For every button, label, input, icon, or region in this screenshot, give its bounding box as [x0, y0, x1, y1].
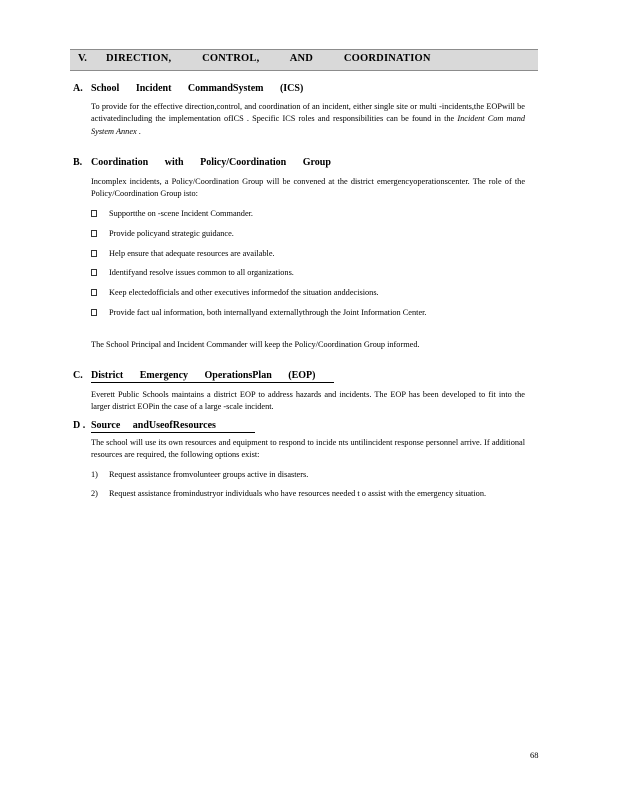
checkbox-bullet-icon — [91, 230, 97, 237]
subsection-c-paragraph: Everett Public Schools maintains a district EOP to address hazards and incidents. The EOP has been developed to fit into the larger district EOPin the case of a large -scale incident. — [91, 390, 525, 412]
subsection-d-paragraph: The school will use its own resources and equipment to respond to incide nts untilincident response personnel arrive. If additional resources are required, the following options exist: — [91, 438, 525, 460]
subsection-a-text: To provide for the effective direction,control, and coordination of an incident, either single site or multi -incidents,the EOPwill be activatedincluding the implementation ofICS . Specific ICS roles and responsibilities can be found in the — [91, 102, 525, 124]
subsection-d-underline — [91, 432, 255, 433]
bullet-text: Help ensure that adequate resources are available. — [109, 249, 275, 258]
subsection-a-text-end: . — [136, 126, 141, 136]
subsection-b-paragraph: Incomplex incidents, a Policy/Coordination Group will be convened at the district emergencyoperationscenter. The role of the Policy/Coordination Group isto: — [91, 177, 525, 199]
subsection-a-title: School Incident CommandSystem (ICS) — [91, 83, 304, 94]
subsection-c-letter: C. — [73, 370, 83, 381]
checkbox-bullet-icon — [91, 250, 97, 257]
checkbox-bullet-icon — [91, 309, 97, 316]
bullet-text: Provide policyand strategic guidance. — [109, 229, 234, 238]
bullet-text: Keep electedofficials and other executives informedof the situation anddecisions. — [109, 288, 379, 297]
bullet-text: Identifyand resolve issues common to all organizations. — [109, 268, 294, 277]
section-title: DIRECTION, CONTROL, AND COORDINATION — [106, 53, 431, 64]
bullet-text: Supportthe on -scene Incident Commander. — [109, 209, 254, 218]
subsection-c-title: District Emergency OperationsPlan (EOP) — [91, 370, 316, 381]
subsection-b-closing: The School Principal and Incident Commander will keep the Policy/Coordination Group informed. — [91, 340, 420, 349]
subsection-c-underline — [91, 382, 334, 383]
bullet-text: Provide fact ual information, both internallyand externallythrough the Joint Information Center. — [109, 308, 427, 317]
item-text: Request assistance fromindustryor individuals who have resources needed t o assist with the emergency situation. — [109, 489, 487, 498]
checkbox-bullet-icon — [91, 289, 97, 296]
item-number: 1) — [91, 470, 98, 479]
ics-annex-reference: Incident Com mand System Annex — [91, 114, 525, 136]
checkbox-bullet-icon — [91, 269, 97, 276]
subsection-b-title: Coordination with Policy/Coordination Group — [91, 157, 331, 168]
section-header-bar — [70, 49, 538, 71]
section-number: V. — [78, 53, 87, 64]
subsection-d-letter: D . — [73, 420, 86, 431]
item-number: 2) — [91, 489, 98, 498]
page-number: 68 — [530, 750, 539, 760]
subsection-a-letter: A. — [73, 83, 83, 94]
checkbox-bullet-icon — [91, 210, 97, 217]
subsection-d-title: Source andUseofResources — [91, 420, 216, 431]
subsection-a-paragraph — [91, 101, 525, 138]
subsection-b-letter: B. — [73, 157, 83, 168]
item-text: Request assistance fromvolunteer groups active in disasters. — [109, 470, 309, 479]
